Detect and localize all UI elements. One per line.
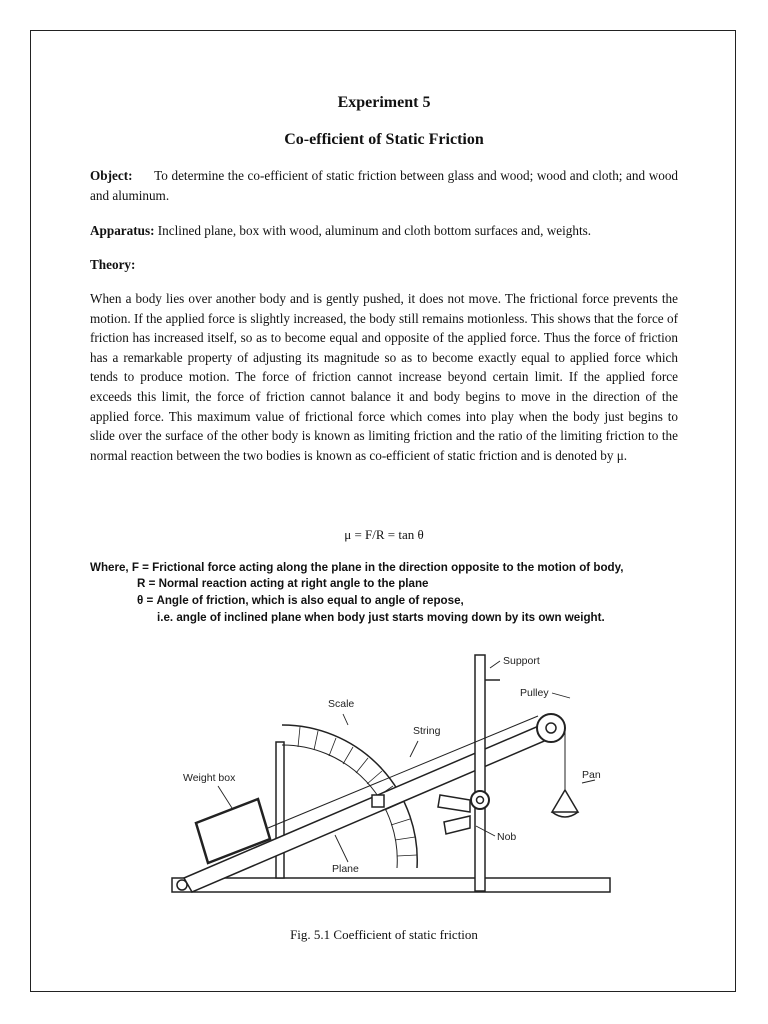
nob-clamp-upper bbox=[438, 795, 470, 812]
label-scale: Scale bbox=[328, 698, 355, 710]
label-nob: Nob bbox=[497, 831, 517, 843]
theory-text: When a body lies over another body and is gently pushed, it does not move. The frictional force prevents the motion. If the applied force is slightly increased, the body still remains motionless. This shows that the force of friction has increased itself, so as to become equal and opposite of the applied force. Thus the force of friction has a remarkable property of adjusting its magnitude so as to become exactly equal to applied force which tends to produce motion. The force of friction cannot increase beyond certain limit. If the applied force exceeds this limit, the force of friction cannot balance it and body begins to move in the direction of the applied force. This maximum value of frictional force which comes into play when the body just begins to slide over the surface of the other body is known as limiting friction and the ratio of the limiting friction to the normal reaction between the two bodies is known as co-efficient of static friction and is denoted by μ. bbox=[90, 291, 678, 463]
where-line-1: Where, F = Frictional force acting along the plane in the direction opposite to the motion of body, bbox=[90, 561, 624, 574]
label-plane: Plane bbox=[332, 863, 359, 875]
support-pole bbox=[475, 655, 485, 891]
theory-label: Theory: bbox=[90, 257, 136, 272]
object-text: To determine the co-efficient of static friction between glass and wood; wood and cloth; and wood and aluminum. bbox=[90, 168, 679, 203]
pulley-wheel bbox=[537, 714, 565, 742]
where-line-4: i.e. angle of inclined plane when body just starts moving down by its own weight. bbox=[157, 611, 605, 624]
where-line-3: θ = Angle of friction, which is also equal to angle of repose, bbox=[137, 594, 464, 607]
label-string: String bbox=[413, 725, 441, 737]
experiment-number: Experiment 5 bbox=[337, 94, 431, 111]
apparatus-text: Inclined plane, box with wood, aluminum and cloth bottom surfaces and, weights. bbox=[157, 223, 592, 238]
scale-slider bbox=[372, 795, 384, 807]
object-label: Object: bbox=[90, 168, 133, 183]
left-post bbox=[276, 742, 284, 878]
apparatus-label: Apparatus: bbox=[90, 223, 155, 238]
where-line-2: R = Normal reaction acting at right angle to the plane bbox=[137, 577, 429, 590]
formula: μ = F/R = tan θ bbox=[344, 527, 424, 542]
label-pulley: Pulley bbox=[520, 687, 549, 699]
nob-clamp-lower bbox=[444, 816, 470, 834]
base-board bbox=[172, 878, 610, 892]
label-weight-box: Weight box bbox=[183, 772, 236, 784]
pan bbox=[552, 790, 578, 812]
label-support: Support bbox=[503, 655, 540, 667]
string bbox=[268, 716, 538, 828]
label-pan: Pan bbox=[582, 769, 601, 781]
figure-caption: Fig. 5.1 Coefficient of static friction bbox=[290, 927, 478, 942]
page-title: Co-efficient of Static Friction bbox=[284, 131, 484, 148]
nob-wheel bbox=[471, 791, 489, 809]
